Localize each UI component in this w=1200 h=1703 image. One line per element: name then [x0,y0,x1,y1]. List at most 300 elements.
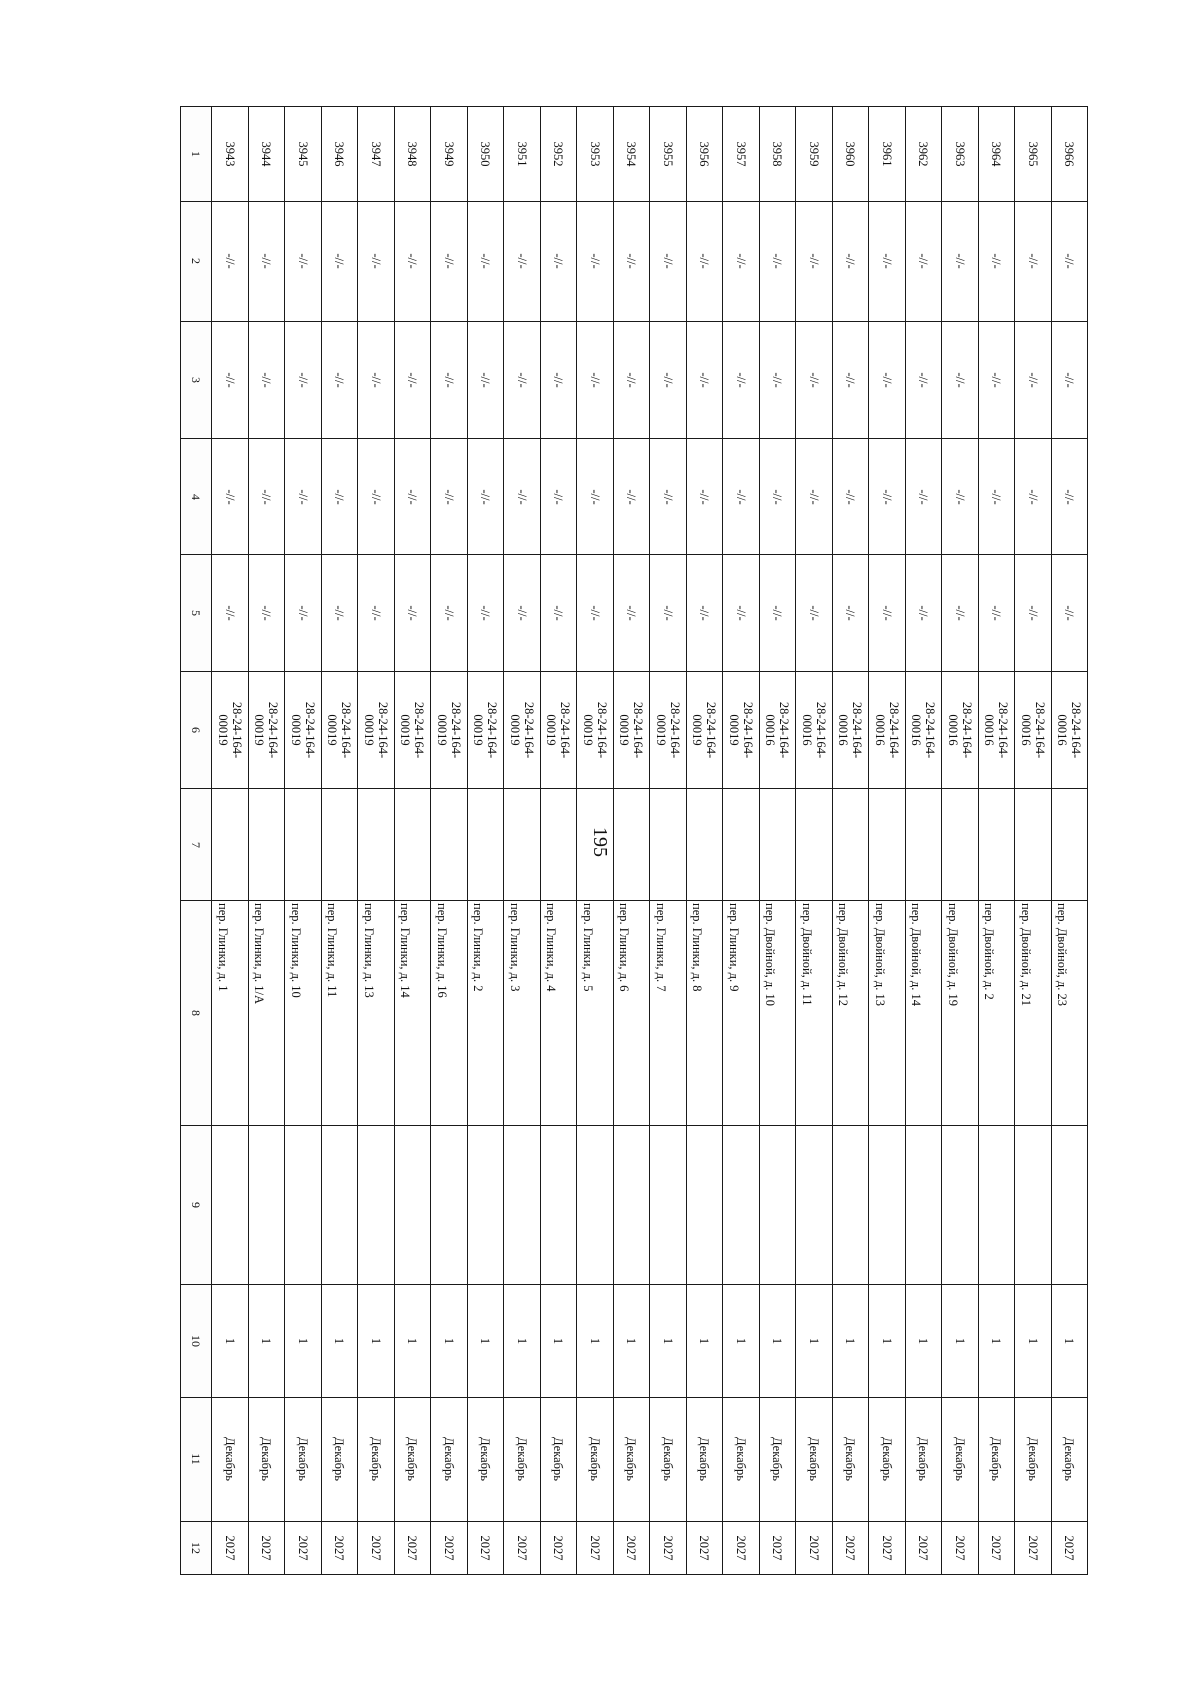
cell-text: -//- [259,253,274,269]
table-cell [540,107,577,202]
table-cell [869,1285,906,1397]
table-cell [1051,788,1088,900]
table-cell [431,1397,468,1521]
cell-text: 1 [770,1337,785,1345]
cell-text: -//- [916,605,931,621]
cell-text: -//- [405,372,420,388]
cell-text: -//- [222,253,237,269]
table-cell [796,1521,833,1574]
table-cell [942,201,979,322]
table-cell [686,107,723,202]
table-cell [686,788,723,900]
table-cell [394,788,431,900]
cell-text: 28-24-164-00019 [544,701,573,759]
table-cell [978,201,1015,322]
cell-text: -//- [514,253,529,269]
table-cell [248,107,285,202]
cell-text: -//- [332,372,347,388]
table-cell [796,901,833,1126]
table-cell [577,901,614,1126]
table-cell [540,1397,577,1521]
cell-text: -//- [733,372,748,388]
cell-text: -//- [478,488,493,505]
cell-text: пер. Двойной, д. 10 [763,903,778,1007]
cell-text: -//- [514,488,529,505]
table-cell [248,554,285,671]
cell-text: -//- [1062,605,1077,621]
table-cell [613,1397,650,1521]
table-cell [285,107,322,202]
cell-text: -//- [587,605,602,621]
cell-text: Декабрь [587,1437,602,1482]
cell-text: -//- [806,488,821,505]
table-cell [796,554,833,671]
cell-text: пер. Глинки, д. 2 [471,903,486,992]
table-cell [504,671,541,788]
cell-text: -//- [916,488,931,505]
table-cell [796,1397,833,1521]
cell-text: -//- [295,253,310,269]
table-cell [358,1285,395,1397]
cell-text: 3966 [1062,141,1077,167]
table-cell [358,201,395,322]
table-cell [577,1285,614,1397]
cell-text: -//- [952,488,967,505]
table-cell [212,1521,249,1574]
column-header [181,1125,212,1285]
cell-text: 28-24-164-00019 [288,701,317,759]
cell-text: -//- [551,488,566,505]
cell-text: 1 [332,1337,347,1345]
table-cell [358,554,395,671]
cell-text: пер. Глинки, д. 7 [653,903,668,992]
cell-text: 2027 [697,1535,712,1561]
table-cell [723,439,760,555]
table-cell [577,201,614,322]
cell-text: пер. Двойной, д. 21 [1018,903,1033,1007]
cell-text: Декабрь [733,1437,748,1482]
table-cell [869,1397,906,1521]
cell-text: -//- [405,488,420,505]
cell-text: пер. Глинки, д. 5 [580,903,595,992]
cell-text: 2027 [952,1535,967,1561]
table-cell [905,439,942,555]
cell-text: Декабрь [478,1437,493,1482]
table-cell [686,1285,723,1397]
table-cell [1051,322,1088,439]
table-cell [248,1125,285,1285]
cell-text: -//- [989,605,1004,621]
table-cell [431,788,468,900]
cell-text: 28-24-164-00019 [580,701,609,759]
column-header [181,901,212,1126]
table-cell [796,788,833,900]
cell-text: 3944 [259,141,274,167]
cell-text: Декабрь [697,1437,712,1482]
table-cell [796,322,833,439]
table-cell [978,107,1015,202]
table-cell [905,107,942,202]
cell-text: -//- [624,605,639,621]
cell-text: -//- [660,253,675,269]
table-cell [467,1125,504,1285]
table-cell [869,201,906,322]
table-cell [212,788,249,900]
cell-text: 2027 [916,1535,931,1561]
table-cell [285,901,322,1126]
table-cell [942,1397,979,1521]
cell-text: пер. Двойной, д. 11 [799,903,814,1006]
table-cell [212,1125,249,1285]
table-cell [504,554,541,671]
cell-text: пер. Глинки, д. 4 [544,903,559,992]
table-cell [540,788,577,900]
cell-text: -//- [441,605,456,621]
cell-text: 3958 [770,141,785,167]
page-number: 195 [589,827,611,857]
cell-text: Декабрь [952,1437,967,1482]
table-cell [467,901,504,1126]
table-cell [285,788,322,900]
table-cell [613,1521,650,1574]
table-cell [686,201,723,322]
table-cell [1015,901,1052,1126]
cell-text: -//- [551,253,566,269]
table-cell [577,671,614,788]
cell-text: 2027 [405,1535,420,1561]
cell-text: -//- [222,605,237,621]
cell-text: 1 [916,1337,931,1345]
cell-text: Декабрь [332,1437,347,1482]
table-cell [358,107,395,202]
table-cell [1051,901,1088,1126]
cell-text: 1 [478,1337,493,1345]
table-cell [394,201,431,322]
cell-text: -//- [879,253,894,269]
cell-text: -//- [1062,488,1077,505]
table-cell [796,671,833,788]
cell-text: -//- [989,488,1004,505]
table-cell [321,107,358,202]
table-cell [394,107,431,202]
column-band-1 [181,107,1088,202]
table-cell [285,1521,322,1574]
table-cell [905,201,942,322]
table-cell [832,201,869,322]
table-cell [285,671,322,788]
table-cell [650,439,687,555]
column-header-label: 4 [189,493,203,500]
cell-text: 28-24-164-00019 [690,701,719,759]
table-cell [504,107,541,202]
cell-text: -//- [587,372,602,388]
cell-text: 3947 [368,141,383,167]
cell-text: -//- [332,253,347,269]
table-cell [504,1285,541,1397]
cell-text: 2027 [806,1535,821,1561]
table-cell [832,1521,869,1574]
cell-text: 28-24-164-00019 [471,701,500,759]
cell-text: пер. Глинки, д. 14 [398,903,413,998]
cell-text: 1 [697,1337,712,1345]
cell-text: Декабрь [368,1437,383,1482]
table-cell [1051,1125,1088,1285]
table-cell [540,1125,577,1285]
table-cell [577,439,614,555]
table-cell [869,901,906,1126]
cell-text: 28-24-164-00016 [909,701,938,759]
table-cell [905,322,942,439]
table-cell [248,671,285,788]
table-cell [832,107,869,202]
table-cell [759,788,796,900]
table-cell [832,1125,869,1285]
table-cell [1015,201,1052,322]
table-cell [431,201,468,322]
table-cell [832,1397,869,1521]
table-cell [285,1125,322,1285]
cell-text: пер. Глинки, д. 8 [690,903,705,992]
table-cell [686,1125,723,1285]
table-cell [358,1397,395,1521]
cell-text: 28-24-164-00016 [763,701,792,759]
table-cell [1015,439,1052,555]
table-cell [285,554,322,671]
table-cell [613,788,650,900]
cell-text: Декабрь [843,1437,858,1482]
cell-text: 28-24-164-00016 [1055,701,1084,759]
cell-text: -//- [514,372,529,388]
cell-text: 2027 [624,1535,639,1561]
cell-text: -//- [587,253,602,269]
table-cell [723,671,760,788]
table-cell [978,322,1015,439]
table-cell [1051,1285,1088,1397]
table-cell [540,671,577,788]
table-cell [723,1397,760,1521]
column-header [181,1521,212,1574]
cell-text: 2027 [514,1535,529,1561]
cell-text: -//- [624,372,639,388]
cell-text: Декабрь [441,1437,456,1482]
cell-text: 3955 [660,141,675,167]
cell-text: 3963 [952,141,967,167]
cell-text: -//- [368,488,383,505]
table-cell [650,322,687,439]
table-cell [613,107,650,202]
table-cell [796,201,833,322]
table-cell [431,671,468,788]
column-header [181,322,212,439]
table-cell [613,554,650,671]
table-cell [759,439,796,555]
table-cell [394,554,431,671]
table-cell [759,1125,796,1285]
column-header [181,1285,212,1397]
cell-text: 1 [1025,1337,1040,1345]
table-cell [540,201,577,322]
cell-text: 2027 [478,1535,493,1561]
table-cell [869,439,906,555]
table-cell [540,1521,577,1574]
table-cell [577,554,614,671]
cell-text: -//- [514,605,529,621]
cell-text: -//- [806,253,821,269]
table-cell [467,322,504,439]
table-cell [978,671,1015,788]
table-cell [504,322,541,439]
cell-text: -//- [551,372,566,388]
cell-text: -//- [368,372,383,388]
column-header [181,107,212,202]
table-cell [248,322,285,439]
table-cell [905,1125,942,1285]
table-cell [212,1397,249,1521]
column-header-label: 7 [189,841,203,848]
cell-text: 2027 [733,1535,748,1561]
table-cell [358,1125,395,1285]
table-cell [394,671,431,788]
cell-text: пер. Глинки, д. 1/А [252,903,267,1005]
table-cell [394,901,431,1126]
table-cell [285,439,322,555]
data-table [180,106,1088,1575]
table-cell [613,322,650,439]
cell-text: -//- [697,372,712,388]
cell-text: 28-24-164-00019 [398,701,427,759]
cell-text: -//- [879,488,894,505]
cell-text: -//- [733,253,748,269]
table-cell [905,1397,942,1521]
column-band-9 [181,1125,1088,1285]
cell-text: -//- [624,488,639,505]
table-cell [832,439,869,555]
table-cell [248,439,285,555]
table-cell [1015,788,1052,900]
cell-text: Декабрь [989,1437,1004,1482]
table-cell [577,107,614,202]
cell-text: 2027 [259,1535,274,1561]
cell-text: -//- [222,488,237,505]
table-cell [577,322,614,439]
table-cell [650,1521,687,1574]
table-cell [321,788,358,900]
cell-text: 28-24-164-00016 [945,701,974,759]
table-cell [577,1397,614,1521]
table-cell [467,201,504,322]
cell-text: -//- [843,605,858,621]
column-header-label: 3 [189,377,203,384]
table-cell [796,1285,833,1397]
cell-text: Декабрь [222,1437,237,1482]
cell-text: -//- [332,488,347,505]
table-cell [942,107,979,202]
cell-text: 3964 [989,141,1004,167]
table-cell [285,322,322,439]
table-cell [504,901,541,1126]
cell-text: 28-24-164-00019 [325,701,354,759]
table-cell [1051,554,1088,671]
column-header-label: 12 [189,1541,203,1554]
table-cell [540,901,577,1126]
cell-text: пер. Глинки, д. 3 [507,903,522,992]
table-cell [942,439,979,555]
cell-text: -//- [478,372,493,388]
cell-text: Декабрь [295,1437,310,1482]
table-cell [248,201,285,322]
cell-text: -//- [806,605,821,621]
table-cell [358,901,395,1126]
table-cell [431,107,468,202]
cell-text: -//- [697,488,712,505]
table-cell [504,1125,541,1285]
cell-text: 3960 [843,141,858,167]
table-cell [942,788,979,900]
table-cell [1015,1521,1052,1574]
table-cell [1051,107,1088,202]
cell-text: 1 [514,1337,529,1345]
cell-text: -//- [843,488,858,505]
table-cell [540,439,577,555]
column-band-7 [181,788,1088,900]
cell-text: 3948 [405,141,420,167]
table-cell [905,901,942,1126]
cell-text: 1 [441,1337,456,1345]
cell-text: 1 [368,1337,383,1345]
table-cell [650,671,687,788]
table-cell [577,1125,614,1285]
table-cell [431,439,468,555]
column-header-label: 11 [189,1453,203,1465]
table-cell [650,1397,687,1521]
column-band-3 [181,322,1088,439]
cell-text: -//- [259,605,274,621]
table-cell [248,901,285,1126]
cell-text: 3965 [1025,141,1040,167]
table-cell [431,1285,468,1397]
cell-text: Декабрь [514,1437,529,1482]
table-cell [869,1521,906,1574]
table-cell [869,554,906,671]
cell-text: пер. Двойной, д. 2 [982,903,997,1000]
table-cell [759,901,796,1126]
table-cell [978,554,1015,671]
table-cell [1015,322,1052,439]
table-cell [1051,201,1088,322]
cell-text: пер. Глинки, д. 10 [288,903,303,998]
cell-text: -//- [660,605,675,621]
table-cell [394,1521,431,1574]
table-cell [212,201,249,322]
cell-text: пер. Двойной, д. 14 [909,903,924,1007]
cell-text: -//- [478,605,493,621]
table-cell [394,322,431,439]
table-cell [686,671,723,788]
cell-text: -//- [1062,253,1077,269]
table-cell [869,107,906,202]
cell-text: -//- [952,605,967,621]
cell-text: 3954 [624,141,639,167]
cell-text: -//- [1025,488,1040,505]
cell-text: Декабрь [624,1437,639,1482]
table-cell [686,1397,723,1521]
table-cell [796,107,833,202]
cell-text: 2027 [441,1535,456,1561]
table-cell [577,1521,614,1574]
table-cell [321,439,358,555]
table-cell [723,201,760,322]
table-cell [212,671,249,788]
